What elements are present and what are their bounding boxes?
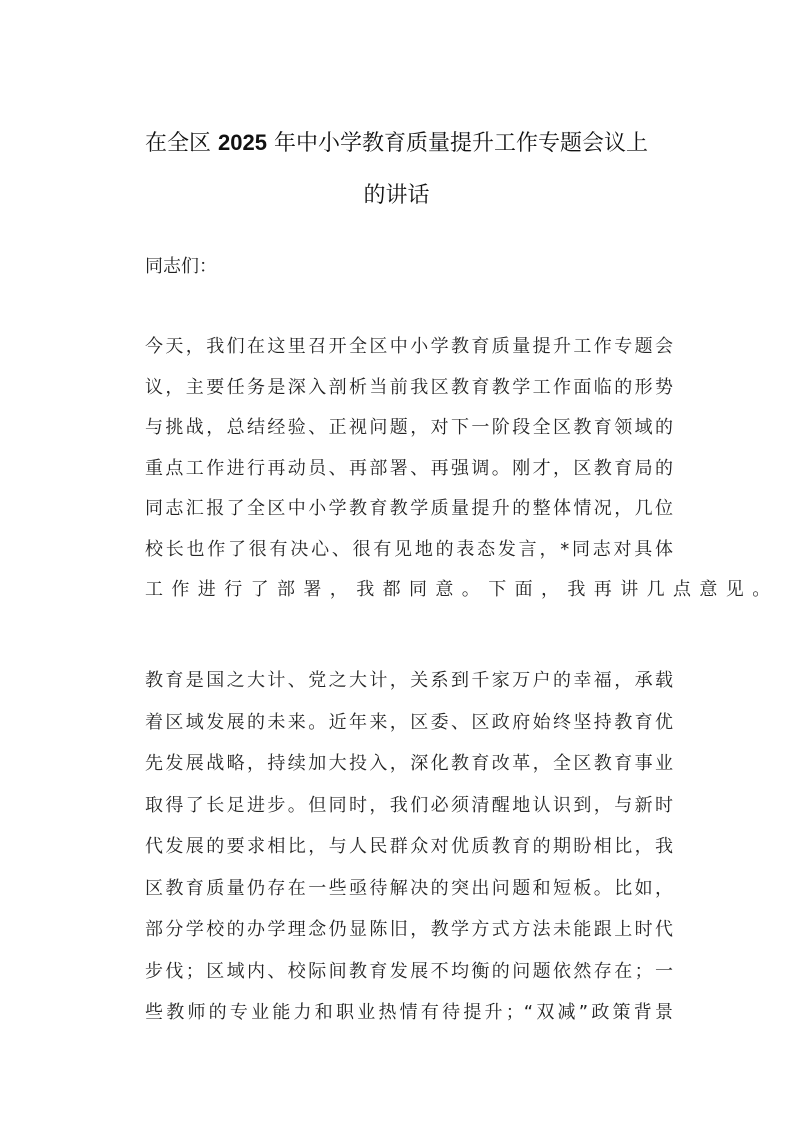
- paragraph-1-line: 同志汇报了全区中小学教育教学质量提升的整体情况，几位: [145, 498, 673, 519]
- paragraph-1-line: 重点工作进行再动员、再部署、再强调。刚才，区教育局的: [145, 457, 673, 479]
- paragraph-1-line: 工作进行了部署，我都同意。下面，我再讲几点意见。: [145, 579, 779, 600]
- title-suffix: 年中小学教育质量提升工作专题会议上: [273, 131, 648, 156]
- paragraph-1-line: 议，主要任务是深入剖析当前我区教育教学工作面临的形势: [145, 376, 673, 398]
- title-year: 2025: [218, 130, 267, 155]
- paragraph-2-line: 着区域发展的未来。近年来，区委、区政府始终坚持教育优: [145, 711, 673, 733]
- paragraph-2-line: 取得了长足进步。但同时，我们必须清醒地认识到，与新时: [145, 794, 673, 816]
- paragraph-2-line: 教育是国之大计、党之大计，关系到千家万户的幸福，承载: [145, 670, 673, 691]
- title-prefix: 在全区: [145, 131, 212, 156]
- salutation: 同志们：: [145, 256, 217, 277]
- paragraph-1-line: 与挑战，总结经验、正视问题，对下一阶段全区教育领域的: [145, 417, 673, 438]
- document-title-line-1: [0, 128, 793, 159]
- paragraph-2-line: 区教育质量仍存在一些亟待解决的突出问题和短板。比如，: [145, 877, 673, 899]
- paragraph-2-line: 步伐；区域内、校际间教育发展不均衡的问题依然存在；一: [145, 960, 673, 982]
- document-title-line-2: 的讲话: [363, 183, 430, 208]
- paragraph-1-line: 今天，我们在这里召开全区中小学教育质量提升工作专题会: [145, 336, 673, 357]
- paragraph-2-line: 部分学校的办学理念仍显陈旧，教学方式方法未能跟上时代: [145, 919, 673, 940]
- paragraph-2-line: 代发展的要求相比，与人民群众对优质教育的期盼相比，我: [145, 836, 673, 857]
- paragraph-2-line: 先发展战略，持续加大投入，深化教育改革，全区教育事业: [145, 753, 673, 774]
- paragraph-1-line: 校长也作了很有决心、很有见地的表态发言，*同志对具体: [145, 538, 673, 560]
- paragraph-2-line: 些教师的专业能力和职业热情有待提升；“双减”政策背景: [145, 1002, 673, 1023]
